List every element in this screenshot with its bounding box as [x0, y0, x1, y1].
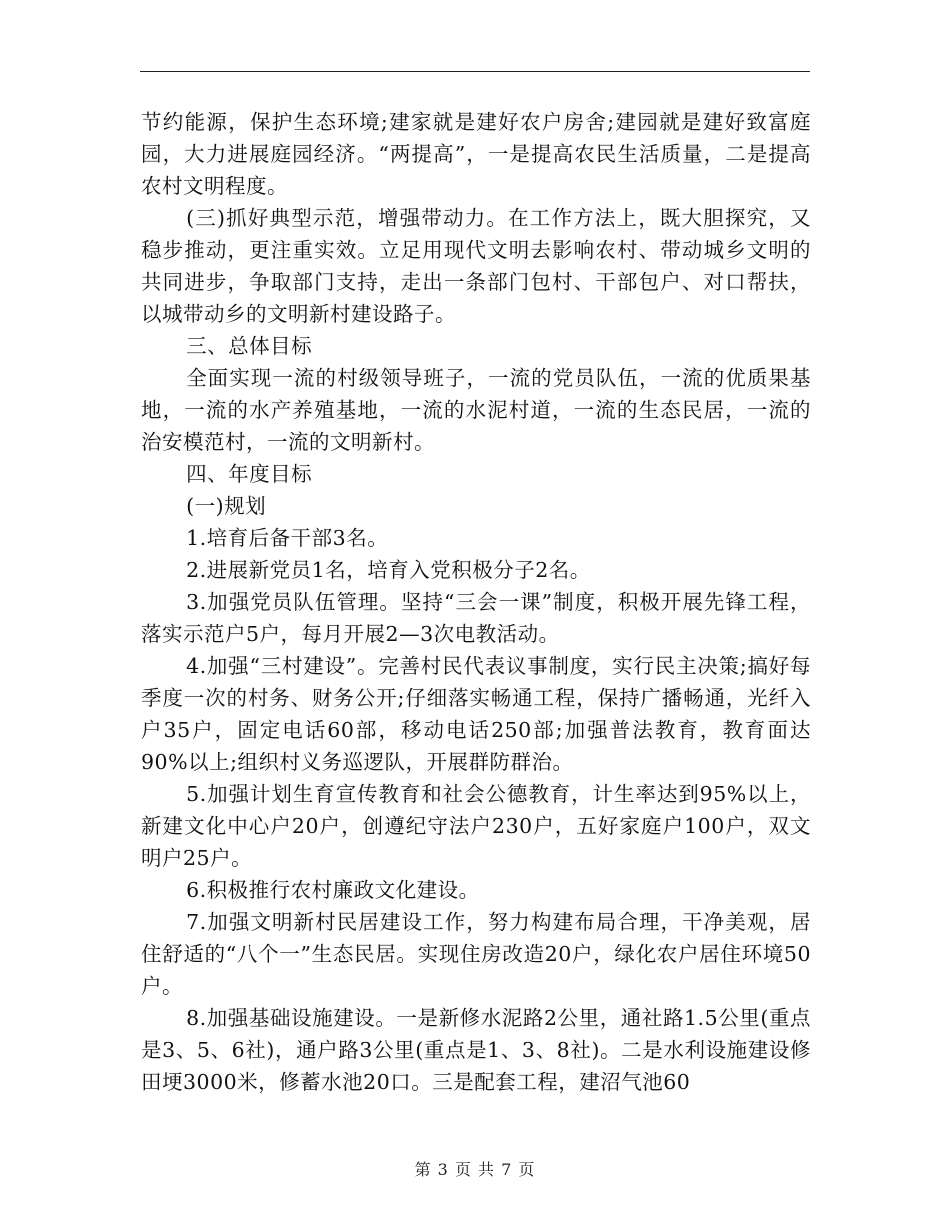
paragraph: 全面实现一流的村级领导班子，一流的党员队伍，一流的优质果基地，一流的水产养殖基地，一流的水泥村道，一流的生态民居，一流的治安模范村，一流的文明新村。 [141, 366, 811, 454]
paragraph: 节约能源，保护生态环境;建家就是建好农户房舍;建园就是建好致富庭园，大力进展庭园经济。“两提高”，一是提高农民生活质量，二是提高农村文明程度。 [141, 110, 811, 198]
list-item: 7.加强文明新村民居建设工作，努力构建布局合理，干净美观，居住舒适的“八个一”生态民居。实现住房改造20户，绿化农户居住环境50户。 [141, 910, 811, 998]
section-heading: 四、年度目标 [186, 462, 313, 486]
list-item: 2.进展新党员1名，培育入党积极分子2名。 [186, 558, 591, 582]
paragraph: (三)抓好典型示范，增强带动力。在工作方法上，既大胆探究，又稳步推动，更注重实效。立足用现代文明去影响农村、带动城乡文明的共同进步，争取部门支持，走出一条部门包村、干部包户、对口帮扶，以城带动乡的文明新村建设路子。 [141, 206, 811, 326]
list-item: 6.积极推行农村廉政文化建设。 [186, 878, 480, 902]
list-item: 1.培育后备干部3名。 [186, 526, 389, 550]
list-item: 4.加强“三村建设”。完善村民代表议事制度，实行民主决策;搞好每季度一次的村务、财务公开;仔细落实畅通工程，保持广播畅通，光纤入户35户，固定电话60部，移动电话250部;加强普法教育，教育面达90%以上;组织村义务巡逻队，开展群防群治。 [141, 654, 811, 774]
page-number: 第 3 页 共 7 页 [414, 1160, 536, 1179]
list-item: 3.加强党员队伍管理。坚持“三会一课”制度，积极开展先锋工程，落实示范户5户，每月开展2—3次电教活动。 [141, 590, 811, 646]
list-item: 5.加强计划生育宣传教育和社会公德教育，计生率达到95%以上，新建文化中心户20户，创遵纪守法户230户，五好家庭户100户，双文明户25户。 [141, 782, 811, 870]
header-rule [140, 71, 810, 72]
subsection-heading: (一)规划 [186, 494, 267, 518]
section-heading: 三、总体目标 [186, 334, 313, 358]
list-item: 8.加强基础设施建设。一是新修水泥路2公里，通社路1.5公里(重点是3、5、6社)，通户路3公里(重点是1、3、8社)。二是水利设施建设修田埂3000米，修蓄水池20口。三是配套工程，建沼气池60 [141, 1006, 811, 1094]
page-footer [0, 1157, 950, 1180]
document-body [141, 106, 811, 1098]
